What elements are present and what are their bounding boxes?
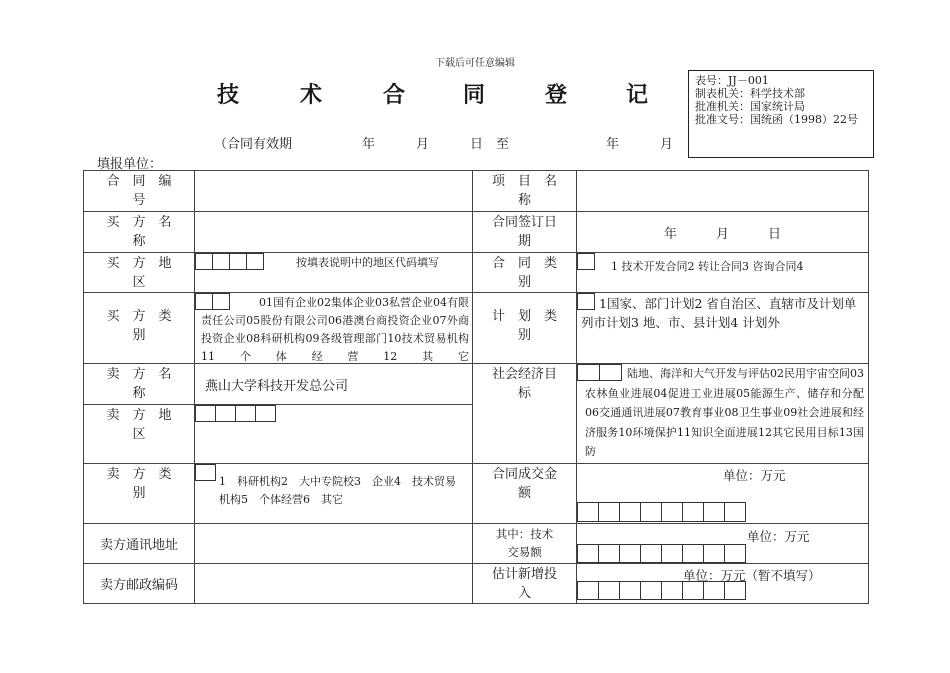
buyer-type-options: 01国有企业02集体企业03私营企业04有限责任公司05股份有限公司06港澳台商投资企业07外商投资企业08科研机构09各级管理部门10技术贸易机构11个体经营12其它 [201, 296, 469, 363]
contract-no-field[interactable] [195, 171, 473, 212]
digit-box[interactable] [640, 544, 662, 563]
buyer-type-boxes[interactable] [195, 293, 230, 310]
code-box[interactable] [599, 364, 622, 381]
digit-box[interactable] [724, 581, 746, 600]
period-day-1: 日 [470, 137, 484, 152]
title-char-5: 登 [545, 82, 568, 108]
title-char-1: 技 [217, 82, 240, 108]
period-year-2: 年 [606, 137, 620, 152]
digit-box[interactable] [703, 581, 725, 600]
fill-unit-label: 填报单位： [97, 157, 163, 172]
form-info-box [688, 70, 874, 158]
contract-type-options: 1 技术开发合同2 转让合同3 咨询合同4 [611, 260, 804, 273]
code-box[interactable] [215, 405, 236, 422]
seller-name-field[interactable]: 燕山大学科技开发总公司 [195, 364, 473, 405]
economic-goal-boxes[interactable] [577, 364, 622, 381]
project-name-field[interactable] [577, 171, 869, 212]
seller-type-options: 1 科研机构2 大中专院校3 企业4 技术贸易机构5 个体经营6 其它 [219, 475, 456, 506]
code-box[interactable] [246, 253, 264, 270]
table-row [84, 564, 869, 604]
buyer-region-label: 买 方 地 区 [84, 253, 195, 293]
digit-box[interactable] [724, 544, 746, 563]
seller-postcode-label: 卖方邮政编码 [84, 564, 195, 604]
digit-box[interactable] [661, 581, 683, 600]
contract-no-label: 合 同 编 号 [84, 171, 195, 212]
new-investment-unit: 单位：万元（暂不填写） [683, 568, 821, 583]
tech-trade-amount-label: 其中：技术交易额 [473, 524, 577, 564]
seller-type-field[interactable] [195, 464, 473, 524]
tech-trade-amount-unit: 单位：万元 [747, 529, 810, 544]
economic-goal-options: 陆地、海洋和大气开发与评估02民用宇宙空间03农林鱼业进展04促进工业进展05能源生产、储存和分配06交通通讯进展07教育事业08卫生事业09社会进展和经济服务10环境保护11知识全面进展12其它民用目标13国防 [585, 367, 864, 458]
table-row [84, 464, 869, 524]
digit-box[interactable] [661, 502, 683, 522]
period-to: 至 [496, 137, 510, 152]
digit-box[interactable] [577, 581, 599, 600]
digit-box[interactable] [703, 544, 725, 563]
title-char-6: 记 [626, 82, 649, 108]
tech-trade-amount-field[interactable] [577, 524, 869, 564]
code-box[interactable] [577, 364, 600, 381]
buyer-type-label: 买 方 类 别 [84, 293, 195, 364]
seller-region-boxes[interactable] [195, 405, 472, 422]
digit-box[interactable] [577, 544, 599, 563]
tech-trade-amount-boxes[interactable] [577, 544, 746, 563]
digit-box[interactable] [619, 502, 641, 522]
digit-box[interactable] [577, 502, 599, 522]
project-name-label: 项 目 名 称 [473, 171, 577, 212]
code-box[interactable] [195, 405, 216, 422]
code-box[interactable] [229, 253, 247, 270]
issuing-authority: 制表机关：科学技术部 [695, 87, 805, 100]
economic-goal-field[interactable] [577, 364, 869, 464]
digit-box[interactable] [661, 544, 683, 563]
code-box[interactable] [195, 293, 213, 310]
contract-type-label: 合 同 类 别 [473, 253, 577, 293]
digit-box[interactable] [724, 502, 746, 522]
digit-box[interactable] [619, 581, 641, 600]
economic-goal-label: 社会经济目标 [473, 364, 577, 464]
code-box[interactable] [235, 405, 256, 422]
new-investment-boxes[interactable] [577, 581, 746, 600]
seller-region-field[interactable] [195, 405, 473, 464]
digit-box[interactable] [598, 581, 620, 600]
seller-address-field[interactable] [195, 524, 473, 564]
period-year-1: 年 [362, 137, 376, 152]
period-prefix: （合同有效期 [214, 137, 293, 152]
sign-date-label: 合同签订日期 [473, 212, 577, 253]
table-row [84, 364, 869, 405]
seller-postcode-field[interactable] [195, 564, 473, 604]
digit-box[interactable] [619, 544, 641, 563]
seller-region-label: 卖 方 地 区 [84, 405, 195, 464]
plan-type-options: 1国家、部门计划2 省自治区、直辖市及计划单列市计划3 地、市、县计划4 计划外 [581, 296, 857, 330]
code-box[interactable] [195, 253, 213, 270]
digit-box[interactable] [598, 544, 620, 563]
table-row [84, 253, 869, 293]
seller-address-label: 卖方通讯地址 [84, 524, 195, 564]
approval-number: 批准文号：国统函（1998）22号 [695, 113, 858, 126]
table-row [84, 212, 869, 253]
plan-type-label: 计 划 类 别 [473, 293, 577, 364]
region-code-hint: 按填表说明中的地区代码填写 [296, 256, 439, 269]
plan-type-field[interactable] [577, 293, 869, 364]
seller-type-box[interactable] [195, 464, 216, 481]
digit-box[interactable] [682, 581, 704, 600]
new-investment-label: 估计新增投入 [473, 564, 577, 604]
header-note: 下载后可任意编辑 [435, 58, 515, 69]
contract-registration-table [83, 170, 869, 604]
approving-authority: 批准机关：国家统计局 [695, 100, 805, 113]
buyer-type-field[interactable] [195, 293, 473, 364]
buyer-name-label: 买 方 名 称 [84, 212, 195, 253]
period-month-1: 月 [416, 137, 430, 152]
buyer-name-field[interactable] [195, 212, 473, 253]
period-month-2: 月 [660, 137, 674, 152]
code-box[interactable] [255, 405, 276, 422]
deal-amount-field[interactable] [577, 464, 869, 524]
code-box[interactable] [212, 253, 230, 270]
title-char-2: 术 [300, 82, 323, 108]
title-char-3: 合 [383, 82, 406, 108]
digit-box[interactable] [598, 502, 620, 522]
plan-type-box[interactable] [577, 293, 595, 310]
deal-amount-label: 合同成交金额 [473, 464, 577, 524]
table-row [84, 171, 869, 212]
table-row [84, 293, 869, 364]
seller-name-label: 卖 方 名 称 [84, 364, 195, 405]
contract-type-box[interactable] [577, 253, 595, 270]
digit-box[interactable] [682, 544, 704, 563]
seller-type-label: 卖 方 类 别 [84, 464, 195, 524]
digit-box[interactable] [682, 502, 704, 522]
title-char-4: 同 [463, 82, 486, 108]
table-row [84, 524, 869, 564]
sign-date-field[interactable]: 年 月 日 [577, 212, 869, 253]
buyer-region-field[interactable] [195, 253, 473, 293]
form-number: 表号：JJ－001 [695, 74, 769, 87]
digit-box[interactable] [640, 581, 662, 600]
region-code-boxes[interactable] [195, 253, 264, 282]
digit-box[interactable] [640, 502, 662, 522]
digit-box[interactable] [703, 502, 725, 522]
deal-amount-boxes[interactable] [577, 502, 746, 522]
deal-amount-unit: 单位：万元 [723, 468, 786, 483]
code-box[interactable] [212, 293, 230, 310]
new-investment-field[interactable] [577, 564, 869, 604]
contract-type-field[interactable] [577, 253, 869, 293]
